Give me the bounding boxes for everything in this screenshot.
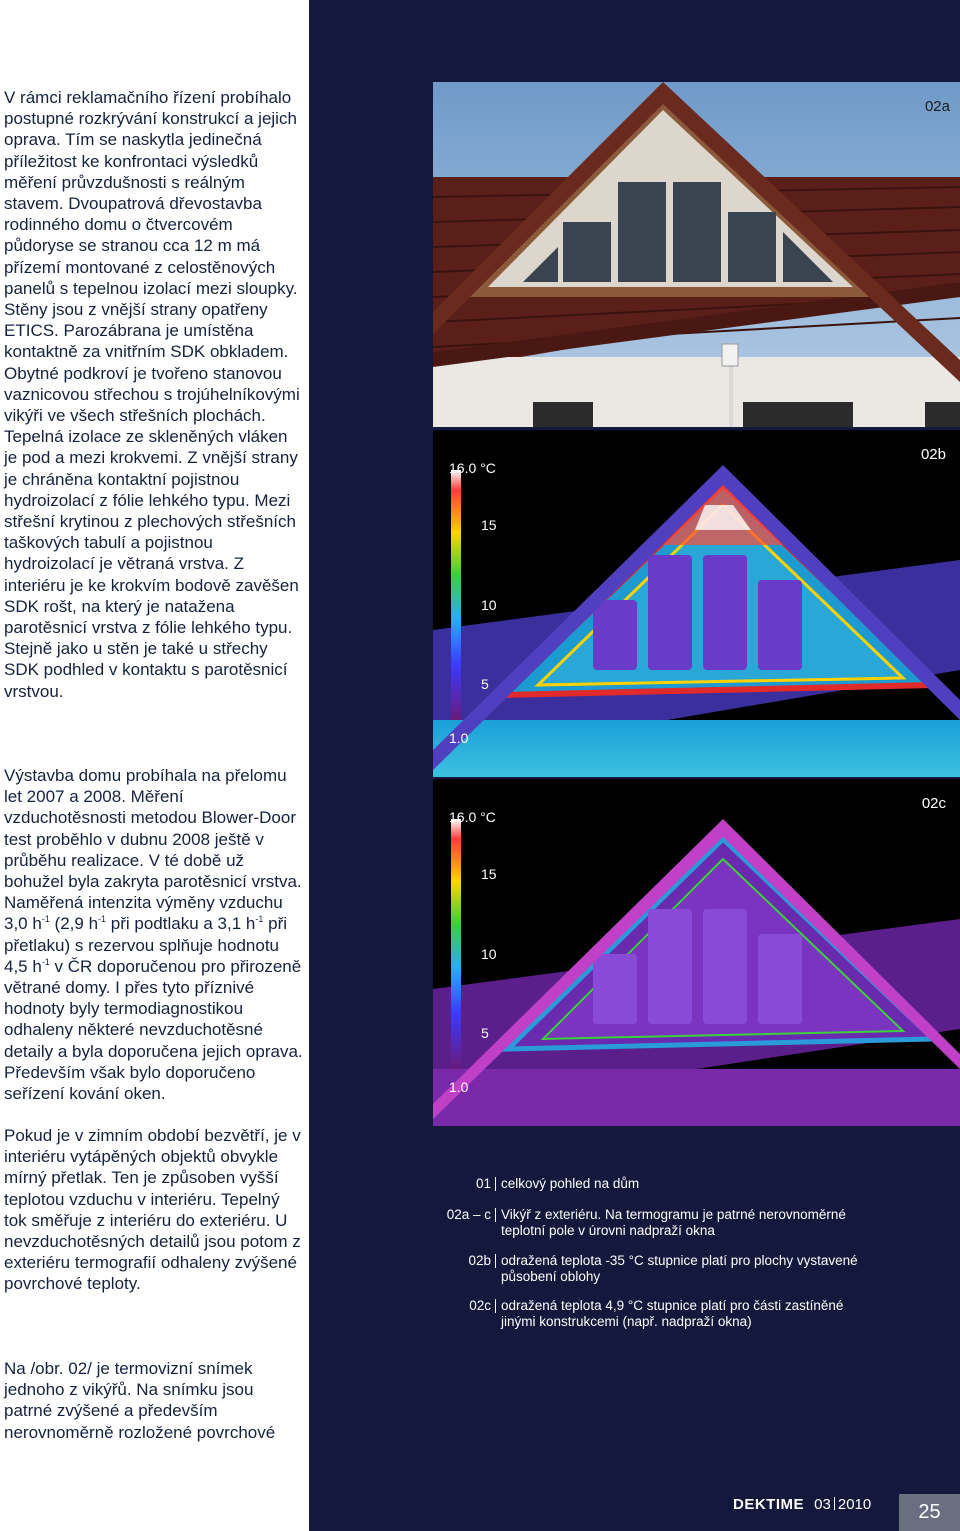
scale-5-label: 5 [481, 676, 489, 692]
caption-id: 02b [468, 1253, 491, 1268]
superscript: -1 [41, 956, 50, 967]
thermogram-02b [433, 430, 960, 777]
paragraph-2-part-b: (2,9 h [49, 914, 99, 934]
temperature-scale-bar [451, 819, 461, 1069]
scale-15-label: 15 [481, 866, 497, 882]
scale-min-label: 1.0 [449, 730, 469, 746]
issue-year: 2010 [837, 1496, 872, 1513]
paragraph-3: Pokud je v zimním období bezvětří, je v interiéru vytápěných objektů obvykle mírný přetlak. Ten je způsoben vyšší teplotou vzduchu v interiéru. Tepelný tok směřuje z interiéru do exteriéru. U nevzduchotěsných detailů jsou potom z exteriéru termografií odhaleny zvýšené povrchové teploty. [4, 1126, 301, 1294]
caption-text: celkový pohled na dům [501, 1176, 640, 1191]
issue-number: 03 [814, 1496, 831, 1513]
thermogram-image [433, 779, 960, 1126]
paragraph-1: V rámci reklamačního řízení probíhalo postupné rozkrývání konstrukcí a jejich oprava. Tím se naskytla jedinečná příležitost ke konfrontaci výsledků měření průvzdušnosti s reálným stavem. Dvoupatrová dřevostavba rodinného domu o čtvercovém půdoryse se stranou cca 12 m má přízemí montované z celostěnových panelů s tepelnou izolací mezi sloupky. Stěny jsou z vnější strany opatřeny ETICS. Parozábrana je umístěna kontaktně za vnitřním SDK obkladem. Obytné podkroví je tvořeno stanovou vaznicovou střechou s trojúhelníkovými vikýři ve všech střešních plochách. Tepelná izolace ze skleněných vláken je pod a mezi krokvemi. Z vnější strany je chráněna kontaktní pojistnou hydroizolací z fólie lehkého typu. Mezi střešní krytinou z plechových střešních taškových tabulí a pojistnou hydroizolací je větraná vrstva. Z interiéru je ke krokvím bodově zavěšen SDK rošt, na který je natažena parotěsnicí vrstva z fólie lehkého typu. Stejně jako u stěn je také u střechy SDK podhled v kontaktu s parotěsnicí vrstvou. [4, 88, 300, 701]
caption-divider [495, 1177, 496, 1191]
dormer-photo-image [433, 82, 960, 427]
caption-02c [433, 1298, 953, 1332]
house-photo [433, 82, 960, 427]
superscript: -1 [255, 914, 264, 925]
figure-label-02c: 02c [921, 795, 946, 812]
caption-divider [495, 1254, 496, 1268]
superscript: -1 [41, 914, 50, 925]
caption-text: Vikýř z exteriéru. Na termogramu je patrné nerovnoměrné teplotní pole v úrovni nadpraží okna [501, 1207, 846, 1238]
thermogram-02c [433, 779, 960, 1126]
caption-02b [433, 1253, 953, 1287]
text-column [0, 0, 309, 1531]
thermogram-image [433, 430, 960, 777]
footer-divider [834, 1497, 835, 1510]
caption-01 [433, 1176, 953, 1196]
caption-text: odražená teplota -35 °C stupnice platí pro plochy vystavené působení oblohy [501, 1253, 858, 1284]
scale-15-label: 15 [481, 517, 497, 533]
page-number: 25 [899, 1494, 960, 1531]
scale-10-label: 10 [481, 597, 497, 613]
paragraph-2 [4, 765, 304, 1104]
caption-02a-c [433, 1207, 953, 1241]
paragraph-2-part-c: při podtlaku a 3,1 h [106, 914, 256, 934]
caption-divider [495, 1208, 496, 1222]
paragraph-4: Na /obr. 02/ je termovizní snímek jednoho z vikýřů. Na snímku jsou patrné zvýšené a především nerovnoměrně rozložené povrchové [4, 1359, 276, 1442]
figure-label-02b: 02b [920, 446, 946, 463]
scale-10-label: 10 [481, 946, 497, 962]
scale-min-label: 1.0 [449, 1079, 469, 1095]
caption-divider [495, 1299, 496, 1313]
paragraph-2-part-a: Výstavba domu probíhala na přelomu let 2007 a 2008. Měření vzduchotěsnosti metodou Blower-Door test proběhlo v dubnu 2008 ještě v průběhu realizace. V té době už bohužel byla zakryta parotěsnicí vrstva. Naměřená intenzita výměny vzduchu 3,0 h [4, 766, 302, 934]
caption-text: odražená teplota 4,9 °C stupnice platí pro části zastíněné jinými konstrukcemi (např. nadpraží okna) [501, 1298, 844, 1329]
scale-max-label: 16.0 °C [449, 809, 496, 825]
footer [733, 1496, 871, 1513]
caption-id: 01 [475, 1176, 491, 1191]
paragraph-2-part-d: při přetlaku) s rezervou splňuje hodnotu 4,5 h [4, 914, 288, 976]
magazine-brand: DEKTIME [733, 1496, 804, 1513]
superscript: -1 [98, 914, 107, 925]
caption-id: 02a – c [446, 1207, 491, 1222]
paragraph-2-part-e: v ČR doporučenou pro přirozeně větrané domy. I přes tyto příznivé hodnoty byly termodiagnostikou odhaleny některé nevzduchotěsné detaily a byla doporučena jejich oprava. Především však bylo doporučeno seřízení kování oken. [4, 956, 303, 1104]
caption-id: 02c [469, 1298, 491, 1313]
scale-max-label: 16.0 °C [449, 460, 496, 476]
scale-5-label: 5 [481, 1025, 489, 1041]
temperature-scale-bar [451, 470, 461, 720]
figure-label-02a: 02a [924, 98, 950, 115]
